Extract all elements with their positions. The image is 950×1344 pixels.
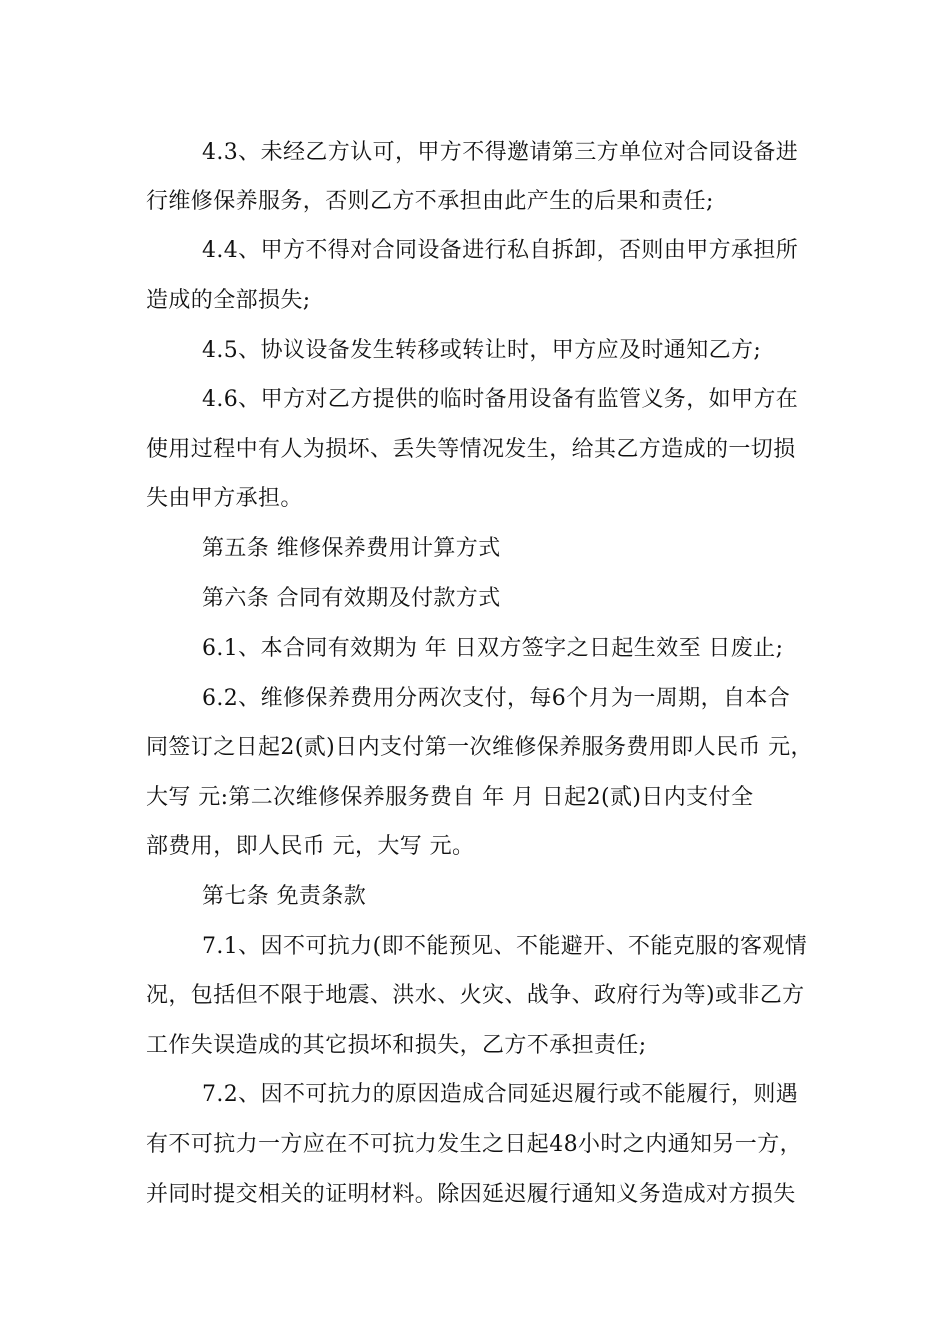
clause-6-2-line-2: 同签订之日起2(贰)日内支付第一次维修保养服务费用即人民币 元， [146,735,813,760]
clause-4-6-line-2: 使用过程中有人为损坏、丢失等情况发生，给其乙方造成的一切损 [146,437,796,462]
clause-7-1-line-3: 工作失误造成的其它损坏和损失，乙方不承担责任; [146,1033,647,1058]
clause-6-2-line-3: 大写 元:第二次维修保养服务费自 年 月 日起2(贰)日内支付全 [146,785,754,810]
clause-7-2-line-1: 7.2、因不可抗力的原因造成合同延迟履行或不能履行，则遇 [202,1082,799,1107]
article-7-heading: 第七条 免责条款 [202,884,367,909]
clause-6-2-line-4: 部费用，即人民币 元，大写 元。 [146,834,475,859]
clause-6-2-line-1: 6.2、维修保养费用分两次支付，每6个月为一周期，自本合 [202,686,791,711]
clause-7-1-line-2: 况，包括但不限于地震、洪水、火灾、战争、政府行为等)或非乙方 [146,983,805,1008]
article-5-heading: 第五条 维修保养费用计算方式 [202,536,501,561]
clause-4-3-line-1: 4.3、未经乙方认可，甲方不得邀请第三方单位对合同设备进 [202,140,799,165]
article-6-heading: 第六条 合同有效期及付款方式 [202,586,501,611]
clause-4-4-line-1: 4.4、甲方不得对合同设备进行私自拆卸，否则由甲方承担所 [202,238,799,263]
clause-7-2-line-3: 并同时提交相关的证明材料。除因延迟履行通知义务造成对方损失 [146,1182,796,1207]
clause-7-2-line-2: 有不可抗力一方应在不可抗力发生之日起48小时之内通知另一方， [146,1132,802,1157]
clause-4-6-line-1: 4.6、甲方对乙方提供的临时备用设备有监管义务，如甲方在 [202,387,799,412]
clause-4-5-line-1: 4.5、协议设备发生转移或转让时，甲方应及时通知乙方; [202,338,762,363]
clause-4-6-line-3: 失由甲方承担。 [146,486,303,511]
clause-6-1-line-1: 6.1、本合同有效期为 年 日双方签字之日起生效至 日废止; [202,636,784,661]
clause-7-1-line-1: 7.1、因不可抗力(即不能预见、不能避开、不能克服的客观情 [202,934,808,959]
clause-4-3-line-2: 行维修保养服务，否则乙方不承担由此产生的后果和责任; [146,189,714,214]
clause-4-4-line-2: 造成的全部损失; [146,288,311,313]
